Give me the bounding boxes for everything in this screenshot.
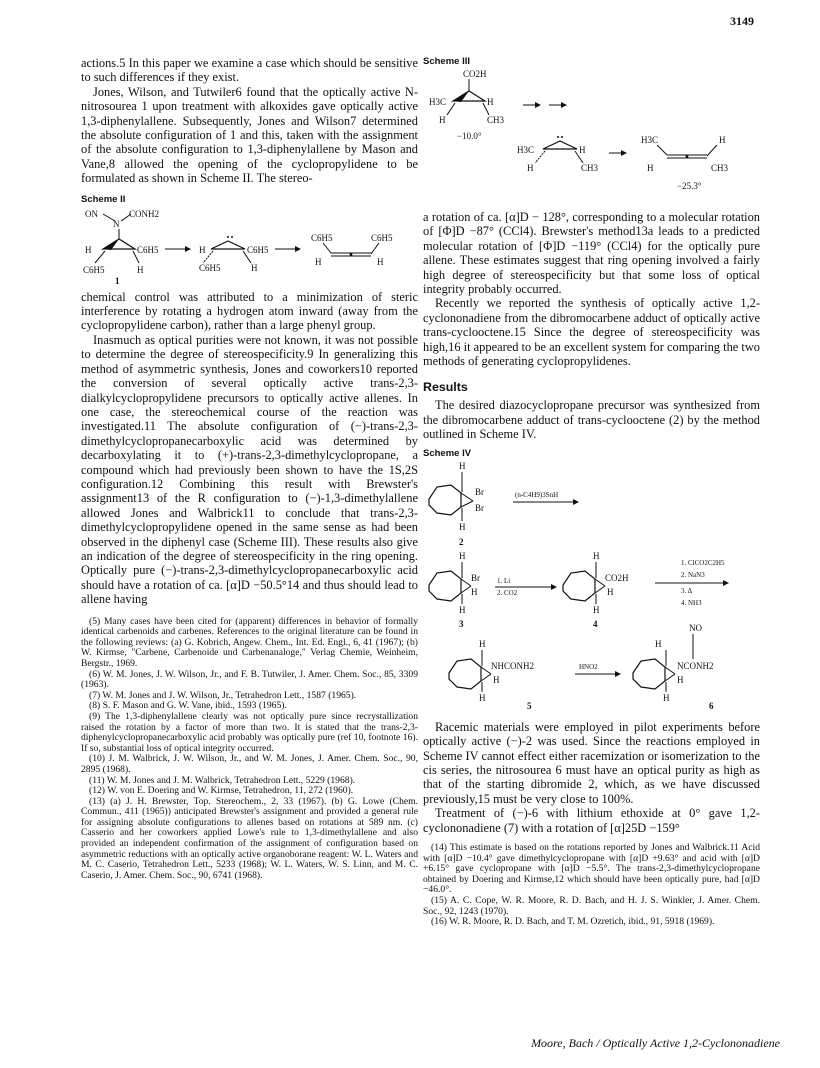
s4-h-b: H: [459, 521, 466, 532]
footnote-16: (16) W. R. Moore, R. D. Bach, and T. M. Ozretich, ibid., 91, 5918 (1969).: [431, 916, 715, 928]
s2-c6h5-a: C6H5: [137, 244, 159, 255]
s3-h3c-c: H3C: [641, 135, 659, 145]
s2-c6h5-f: C6H5: [371, 232, 393, 243]
s3-h3c-b: H3C: [517, 145, 535, 155]
footnote-12: (12) W. von E. Doering and W. Kirmse, Tetrahedron, 11, 272 (1960).: [89, 785, 354, 797]
right-para-4: Racemic materials were employed in pilot experiments before optically active (−)-2 was used. Since the reactions employed in Scheme IV cannot effect either racemization or isomerization to the cis series, the nitrosourea 6 must have an optical purity as high as that of the starting dibromide 2, which, as we have discussed previously,15 must be very close to 100%.: [423, 719, 760, 806]
right-para-1: a rotation of ca. [α]D − 128°, corresponding to a molecular rotation of [Φ]D −87° (CCl4). Brewster's method13a leads to a predicted molecular rotation of [Φ]D −119° (CCl4) for the optically pure allene. These estimates suggest that ring opening involved a fairly high degree of stereospecificity but that some loss of optical integrity probably occurred.: [423, 210, 760, 297]
s3-h3c-a: H3C: [429, 97, 447, 107]
right-footnotes: [423, 843, 760, 928]
left-para-1: actions.5 In this paper we examine a case which should be sensitive to such differences if they exist.: [81, 56, 418, 85]
s2-h-a: H: [85, 244, 92, 255]
footnote-13: (13) (a) J. H. Brewster, Top. Stereochem., 2, 33 (1967). (b) G. Lowe (Chem. Commun., 411 (1965)) anticipated Brewster's assignment and provided a general rule for assigning absolute configurations to allenes based on rotations at 589 nm. (c) Casserio and her coworkers applied Lowe's rule to 1,3-dimethylallene and also provided an independent confirmation of the assignment of configuration based on asymmetric reductions with an optically active organoborane reagent: W. L. Waters and M. C. Caserio, Tetrahedron Lett., 5233 (1968); W. L. Waters, W. S. Linn, and M. C. Caserio, J. Amer. Chem. Soc., 90, 6741 (1968).: [81, 795, 418, 881]
s4-h-i: H: [479, 638, 486, 649]
s3-co2h: CO2H: [463, 69, 487, 79]
s4-no: NO: [689, 622, 702, 633]
s3-rotation-1: −10.0°: [457, 131, 482, 141]
results-heading: Results: [423, 380, 468, 395]
s4-h-k: H: [479, 692, 486, 703]
scheme-2-title: Scheme II: [81, 193, 126, 205]
s4-h-f: H: [593, 550, 600, 561]
s4-h-h: H: [593, 604, 600, 615]
s3-h-c: H: [579, 145, 586, 155]
s4-compound-2: 2: [459, 536, 464, 547]
s4-nconh2: NCONH2: [677, 660, 714, 671]
scheme-3-diagram: [423, 67, 760, 205]
footnote-15: (15) A. C. Cope, W. R. Moore, R. D. Bach, and H. J. S. Winkler, J. Amer. Chem. Soc., 92, 1243 (1970).: [423, 894, 760, 917]
s3-h-b: H: [439, 115, 446, 125]
s4-step-2: 2. NaN3: [681, 570, 705, 579]
s4-h-e: H: [459, 604, 466, 615]
s3-h-a: H: [487, 97, 494, 107]
s4-h-j: H: [493, 674, 500, 685]
s4-compound-4: 4: [593, 618, 598, 629]
s3-ch3-b: CH3: [581, 163, 599, 173]
footnote-11: (11) W. M. Jones and J. M. Walbrick, Tetrahedron Lett., 5229 (1968).: [89, 774, 356, 786]
s4-br-a: Br: [475, 486, 484, 497]
footnote-9: (9) The 1,3-diphenylallene clearly was not optically pure since recrystallization raised the rotation by a factor of more than two. It is stated that the trans-2,3-diphenylcyclopropanecarboxylic acid probably was optically pure (ref 10, footnote 16). If so, substantial loss of optical integrity occurred.: [81, 710, 418, 754]
s4-h-a: H: [459, 460, 466, 471]
s4-h-n: H: [663, 692, 670, 703]
s2-c6h5-b: C6H5: [83, 264, 105, 275]
s3-h-e: H: [647, 163, 654, 173]
s4-h-g: H: [607, 586, 614, 597]
s2-n: N: [113, 218, 120, 229]
s2-h-c: H: [199, 244, 206, 255]
s4-compound-5: 5: [527, 700, 532, 711]
s4-br-b: Br: [475, 502, 484, 513]
s4-step-3: 3. Δ: [681, 586, 693, 595]
left-para-2: Jones, Wilson, and Tutwiler6 found that the optically active N-nitrosourea 1 upon treatment with alkoxides gave optically active 1,3-diphenylallene. Subsequently, Jones and Wilson7 determined the absolute configuration of 1 and this, taken with the assignment of the absolute configuration to 1,3-diphenylallene by Mason and Vane,8 allowed the opening of the cyclopropylidene to be formulated as shown in Scheme II. The stereo-: [81, 84, 418, 186]
left-para-4: Inasmuch as optical purities were not known, it was not possible to determine the degree of stereospecificity.9 In generalizing this method of asymmetric synthesis, Jones and coworkers10 reported the conversion of several optically active trans-2,3-dialkylcyclopropylidene precursors to optically active allenes. In one case, the stereochemical course of the reaction was investigated.11 The absolute configuration of (−)-trans-2,3-dimethylcyclopropanecarboxylic acid was determined by decarboxylating it to (+)-trans-2,3-dimethylcyclopropane, a compound which had previously been shown to have the 1S,2S configuration.12 Combining this result with Brewster's assignment13 of the R configuration to (−)-1,3-dimethylallene allowed Jones and Walbrick11 to conclude that trans-2,3-dimethylcyclopropylidene opened in the same sense as had been observed in the diphenyl case (Scheme III). These results also give an indication of the degree of stereospecificity in the ring opening. Optically pure (−)-trans-2,3-dimethylcyclopropanecarboxylic acid should have a rotation of ca. [α]D −50.5°14 and thus should lead to allene having: [81, 332, 418, 607]
s4-hno2: HNO2: [579, 662, 598, 671]
s4-h-m: H: [677, 674, 684, 685]
s4-co2: 2. CO2: [497, 588, 518, 597]
s4-h-d: H: [471, 586, 478, 597]
s3-ch3-c: CH3: [711, 163, 729, 173]
s2-h-e: H: [315, 256, 322, 267]
s2-conh2: CONH2: [129, 208, 160, 219]
footnote-14: (14) This estimate is based on the rotations reported by Jones and Walbrick.11 Acid with [α]D −10.4° gave dimethylcyclopropane with [α]D +9.63° and acid with [α]D +6.15° gave cyclopropane with [α]D −5.5°. The trans-2,3-dimethylcyclopropane obtained by Doering and Kirmse,12 which should have been optically pure, had [α]D −46.0°.: [423, 841, 760, 896]
s2-c6h5-c: C6H5: [247, 244, 269, 255]
right-column: [423, 56, 760, 928]
s3-h-d: H: [527, 163, 534, 173]
s3-ch3-a: CH3: [487, 115, 505, 125]
s4-br-c: Br: [471, 572, 480, 583]
page-number: 3149: [730, 14, 754, 28]
s4-co2h: CO2H: [605, 572, 629, 583]
scheme-4-title: Scheme IV: [423, 447, 472, 459]
scheme-2-diagram: [81, 205, 418, 285]
s2-compound-1: 1: [115, 275, 120, 285]
s4-h-l: H: [655, 638, 662, 649]
s2-h-d: H: [251, 262, 258, 273]
s2-h-b: H: [137, 264, 144, 275]
s4-compound-3: 3: [459, 618, 464, 629]
s2-c6h5-d: C6H5: [199, 262, 221, 273]
s2-on: ON: [85, 208, 98, 219]
footnote-5: (5) Many cases have been cited for (apparent) differences in behavior of formally identical carbenoids and carbenes. References to the original literature can be found in the following reviews: (a) G. Kobrich, Angew. Chem., Int. Ed. Engl., 6, 41 (1967); (b) W. Kirmse, "Carbene, Carbenoide und Carbenanaloge," Verlag Chemie, Weinheim, Bergstr., 1969.: [81, 615, 418, 669]
s4-step-4: 4. NH3: [681, 598, 702, 607]
footnote-10: (10) J. M. Walbrick, J. W. Wilson, Jr., and W. M. Jones, J. Amer. Chem. Soc., 90, 2895 (1968).: [81, 753, 418, 775]
s2-c6h5-e: C6H5: [311, 232, 333, 243]
s4-compound-6: 6: [709, 700, 714, 711]
footnote-6: (6) W. M. Jones, J. W. Wilson, Jr., and F. B. Tutwiler, J. Amer. Chem. Soc., 85, 3309 (1963).: [81, 668, 418, 691]
right-para-3: The desired diazocyclopropane precursor was synthesized from the dibromocarbene adduct of trans-cyclooctene (2) by the method outlined in Scheme IV.: [423, 398, 760, 442]
s2-h-f: H: [377, 256, 384, 267]
scheme-4-diagram: [423, 459, 760, 711]
s4-step-1: 1. ClCO2C2H5: [681, 558, 725, 567]
footnote-7: (7) W. M. Jones and J. W. Wilson, Jr., Tetrahedron Lett., 1587 (1965).: [89, 689, 357, 701]
left-para-3: chemical control was attributed to a minimization of steric interference by rotating a hydrogen atom inward (away from the cyclopropylidene carbon), rather than a large phenyl group.: [81, 289, 418, 333]
s3-rotation-2: −25.3°: [677, 181, 702, 191]
s4-li: 1. Li: [497, 576, 511, 585]
footnote-8: (8) S. F. Mason and G. W. Vane, ibid., 1593 (1965).: [89, 700, 287, 712]
s3-h-f: H: [719, 135, 726, 145]
scheme-3-title: Scheme III: [423, 56, 470, 67]
s4-h-c: H: [459, 550, 466, 561]
left-column: [81, 56, 418, 881]
running-footer: Moore, Bach / Optically Active 1,2-Cyclononadiene: [531, 1036, 780, 1050]
right-para-5: Treatment of (−)-6 with lithium ethoxide at 0° gave 1,2-cyclononadiene (7) with a rotation of [α]25D −159°: [423, 806, 760, 835]
left-footnotes: [81, 617, 418, 882]
s4-nhconh2: NHCONH2: [491, 660, 535, 671]
right-para-2: Recently we reported the synthesis of optically active 1,2-cyclononadiene from the dibromocarbene adduct of optically active trans-cyclooctene.15 Since the degree of stereospecificity was high,16 it appeared to be an excellent system for comparing the two methods of generating cyclopropylidenes.: [423, 296, 760, 369]
s4-reagent-1: (n-C4H9)3SnH: [515, 490, 559, 499]
